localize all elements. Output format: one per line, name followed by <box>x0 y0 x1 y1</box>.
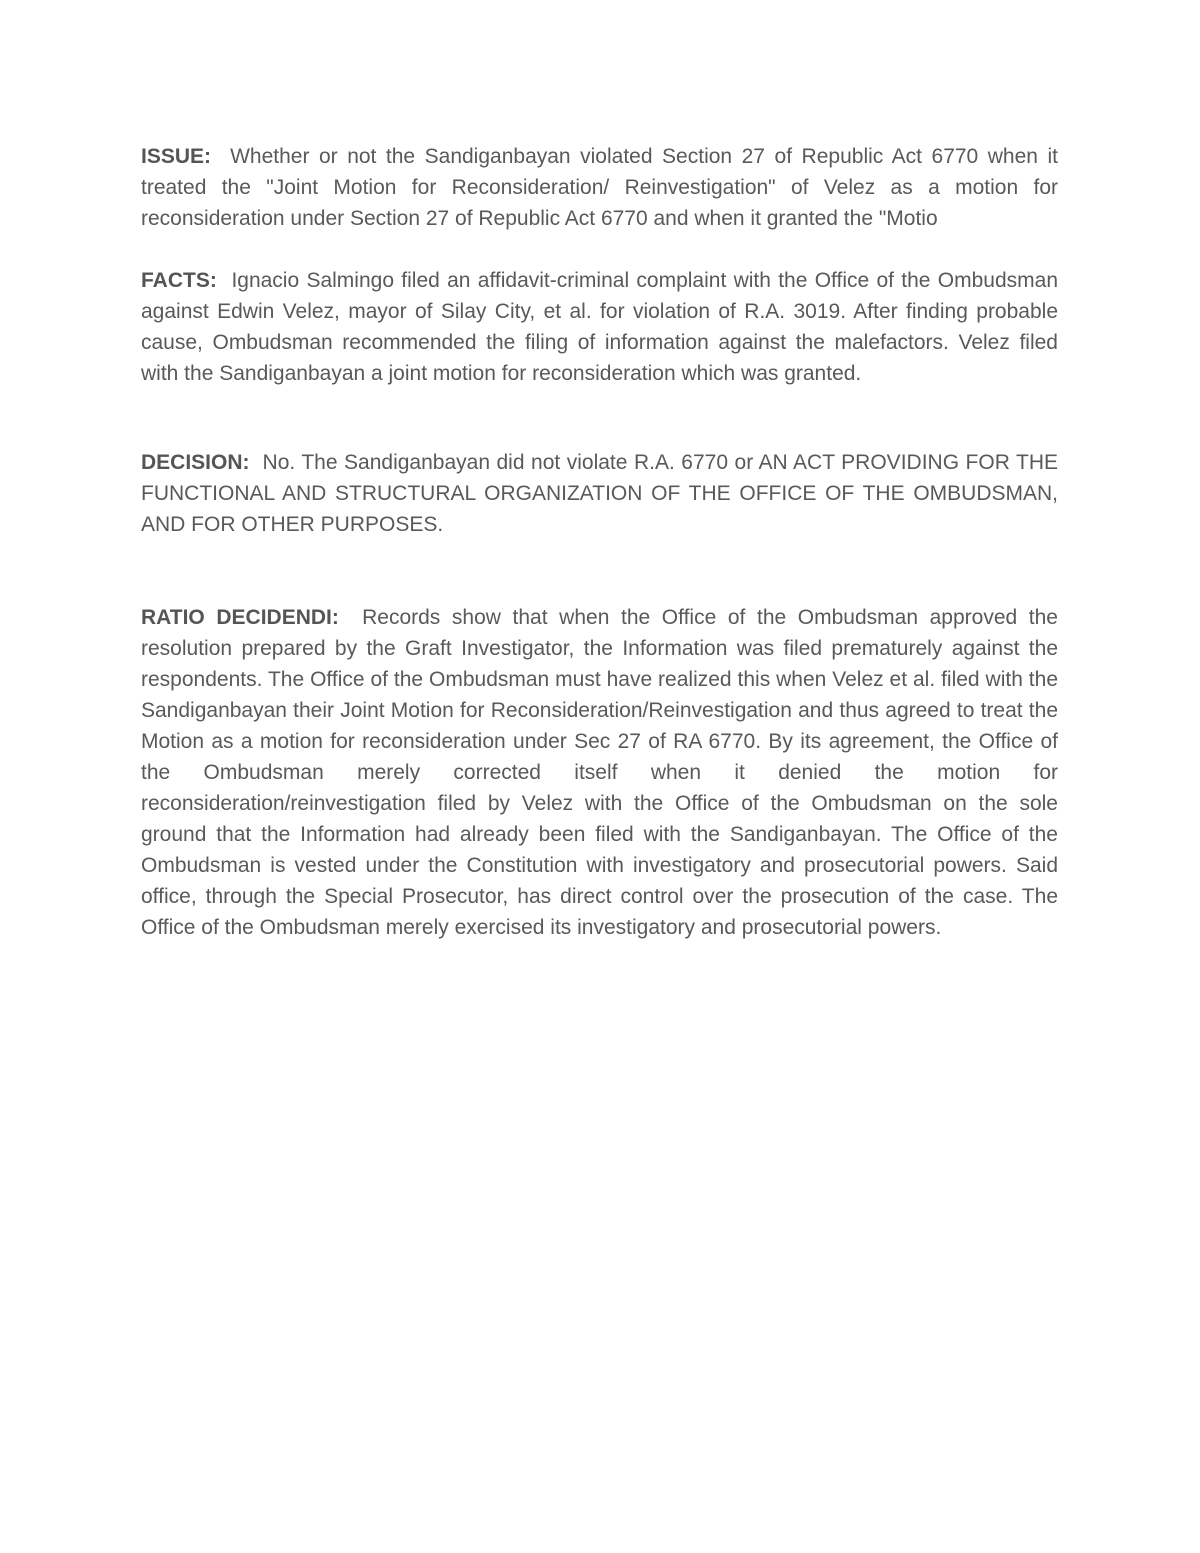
facts-section <box>141 265 1058 389</box>
facts-text: Ignacio Salmingo filed an affidavit-criminal complaint with the Office of the Ombudsman against Edwin Velez, mayor of Silay City, et al. for violation of R.A. 3019. After finding probable cause, Ombudsman recommended the filing of information against the malefactors. Velez filed with the Sandiganbayan a joint motion for reconsideration which was granted. <box>141 269 1058 385</box>
ratio-text: Records show that when the Office of the Ombudsman approved the resolution prepared by the Graft Investigator, the Information was filed prematurely against the respondents. The Office of the Ombudsman must have realized this when Velez et al. filed with the Sandiganbayan their Joint Motion for Reconsideration/Reinvestigation and thus agreed to treat the Motion as a motion for reconsideration under Sec 27 of RA 6770. By its agreement, the Office of the Ombudsman merely corrected itself when it denied the motion for reconsideration/reinvestigation filed by Velez with the Office of the Ombudsman on the sole ground that the Information had already been filed with the Sandiganbayan. The Office of the Ombudsman is vested under the Constitution with investigatory and prosecutorial powers. Said office, through the Special Prosecutor, has direct control over the prosecution of the case. The Office of the Ombudsman merely exercised its investigatory and prosecutorial powers. <box>141 606 1058 939</box>
decision-section <box>141 447 1058 540</box>
document-body <box>141 141 1058 943</box>
decision-text: No. The Sandiganbayan did not violate R.A. 6770 or AN ACT PROVIDING FOR THE FUNCTIONAL AND STRUCTURAL ORGANIZATION OF THE OFFICE OF THE OMBUDSMAN, AND FOR OTHER PURPOSES. <box>141 451 1058 536</box>
issue-label: ISSUE: <box>141 145 212 168</box>
ratio-label: RATIO DECIDENDI: <box>141 606 339 629</box>
section-spacer <box>141 540 1058 602</box>
issue-section <box>141 141 1058 234</box>
issue-text: Whether or not the Sandiganbayan violated Section 27 of Republic Act 6770 when it treated the "Joint Motion for Reconsideration/ Reinvestigation" of Velez as a motion for reconsideration under Section 27 of Republic Act 6770 and when it granted the "Motio <box>141 145 1059 230</box>
ratio-section <box>141 602 1058 943</box>
decision-label: DECISION: <box>141 451 250 474</box>
section-spacer <box>141 234 1058 265</box>
section-spacer <box>141 389 1058 447</box>
facts-label: FACTS: <box>141 269 217 292</box>
